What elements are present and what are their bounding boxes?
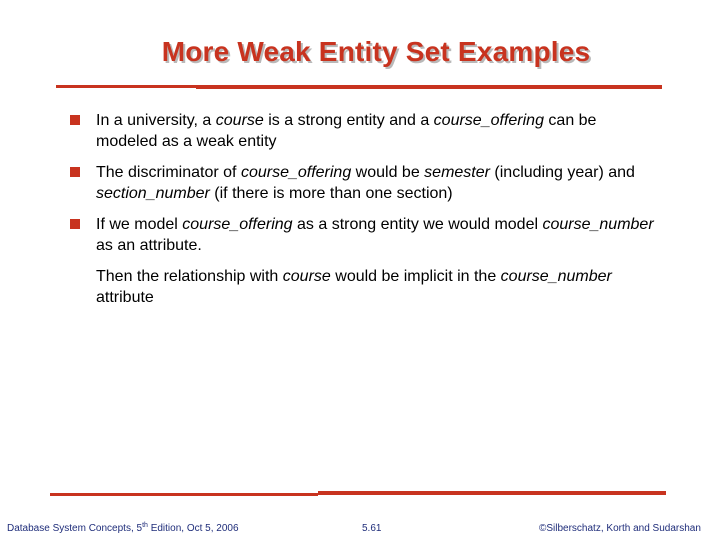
bullet-item-2 (70, 162, 660, 204)
paragraph-italic: course (282, 268, 331, 285)
paragraph-text: would be implicit in the (330, 268, 501, 285)
bullet-text: If we model (96, 216, 183, 233)
bullet-italic: course (215, 112, 264, 129)
bullet-text: The discriminator of (96, 164, 241, 181)
bullet-square-icon (70, 115, 80, 125)
bullet-text: would be (351, 164, 425, 181)
bullet-italic: course_offering (182, 216, 293, 233)
bullet-text: (including year) and (489, 164, 635, 181)
top-rule-right (196, 85, 662, 89)
bullet-italic: course_offering (240, 164, 352, 181)
top-rule-left (56, 85, 196, 88)
bottom-rule-left (50, 493, 138, 496)
bullet-item-1 (70, 110, 660, 152)
paragraph-italic: course_number (500, 268, 612, 285)
bullet-item-3 (70, 214, 660, 256)
bullet-text: is a strong entity and a (263, 112, 434, 129)
bullet-square-icon (70, 219, 80, 229)
bullet-square-icon (70, 167, 80, 177)
footer-edition-sup: th (142, 522, 148, 529)
slide-title: More Weak Entity Set Examples (161, 36, 591, 67)
bottom-rule-right (318, 491, 666, 495)
bottom-rule-middle (138, 493, 318, 496)
sub-paragraph (96, 266, 660, 308)
footer-book-title (7, 523, 239, 534)
paragraph-text: Then the relationship with (96, 268, 283, 285)
footer-page-number: 5.61 (362, 523, 382, 534)
bullet-italic: course_number (542, 216, 654, 233)
footer-book-text: Database System Concepts, 5 (7, 523, 143, 534)
footer-book-text-2: Edition, Oct 5, 2006 (147, 523, 239, 534)
bullet-text: as an attribute. (96, 237, 202, 254)
bullet-italic: semester (424, 164, 490, 181)
bullet-italic: section_number (96, 185, 210, 202)
bullet-text: as a strong entity we would model (292, 216, 543, 233)
bullet-italic: course_offering (433, 112, 544, 129)
paragraph-text: attribute (96, 289, 154, 306)
bullet-text: (if there is more than one section) (209, 185, 453, 202)
bullet-list (70, 110, 660, 308)
bullet-text: In a university, a (96, 112, 216, 129)
footer-copyright: ©Silberschatz, Korth and Sudarshan (539, 523, 701, 534)
bullet-text: can be modeled as a weak entity (96, 112, 597, 150)
